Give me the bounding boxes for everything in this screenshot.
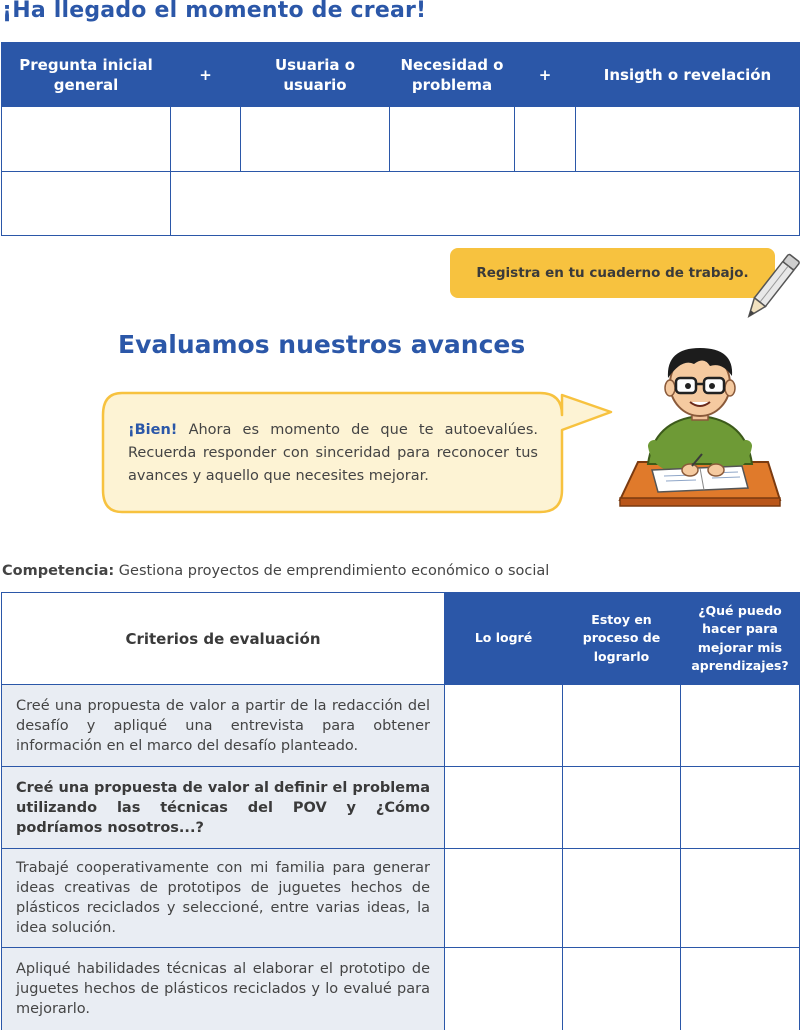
eval-header-in-progress: Estoy en proceso de lograrlo [563, 593, 681, 685]
improve-cell[interactable] [681, 849, 800, 948]
pov-table [1, 42, 800, 236]
in-progress-cell[interactable] [563, 767, 681, 849]
in-progress-cell[interactable] [563, 849, 681, 948]
register-note: Registra en tu cuaderno de trabajo. [450, 248, 775, 298]
criterion-text: Apliqué habilidades técnicas al elaborar el prototipo de juguetes hechos de plásticos reciclados y lo evalué para mejorarlo. [2, 948, 445, 1030]
achieved-cell[interactable] [445, 948, 563, 1030]
pencil-icon [738, 248, 800, 328]
pov-header-insight: Insigth o revelación [576, 43, 800, 107]
eval-header-criteria: Criterios de evaluación [2, 593, 445, 685]
section-title: Evaluamos nuestros avances [118, 330, 526, 359]
competency-line [2, 563, 549, 579]
pov-cell[interactable] [390, 107, 515, 172]
pov-cell[interactable] [2, 172, 171, 236]
eval-header-achieved: Lo logré [445, 593, 563, 685]
pov-header-plus: + [171, 43, 241, 107]
improve-cell[interactable] [681, 767, 800, 849]
achieved-cell[interactable] [445, 767, 563, 849]
in-progress-cell[interactable] [563, 948, 681, 1030]
page-title: ¡Ha llegado el momento de crear! [2, 0, 427, 23]
competency-text: Gestiona proyectos de emprendimiento económico o social [114, 563, 550, 579]
pov-cell[interactable] [515, 107, 576, 172]
speech-lead: ¡Bien! [128, 422, 178, 438]
achieved-cell[interactable] [445, 685, 563, 767]
pov-cell[interactable] [576, 107, 800, 172]
improve-cell[interactable] [681, 948, 800, 1030]
achieved-cell[interactable] [445, 849, 563, 948]
pov-cell[interactable] [171, 107, 241, 172]
pov-header-need: Necesidad o problema [390, 43, 515, 107]
pov-cell[interactable] [2, 107, 171, 172]
criterion-text: Trabajé cooperativamente con mi familia para generar ideas creativas de prototipos de juguetes hechos de plásticos reciclados y seleccioné, entre varias ideas, la idea solución. [2, 849, 445, 948]
criterion-text: Creé una propuesta de valor a partir de la redacción del desafío y apliqué una entrevista para obtener información en el marco del desafío planteado. [2, 685, 445, 767]
in-progress-cell[interactable] [563, 685, 681, 767]
pov-header-plus: + [515, 43, 576, 107]
pov-header-question: Pregunta inicial general [2, 43, 171, 107]
improve-cell[interactable] [681, 685, 800, 767]
eval-header-improve: ¿Qué puedo hacer para mejorar mis aprendizajes? [681, 593, 800, 685]
speech-body: Ahora es momento de que te autoevalúes. Recuerda responder con sinceridad para reconocer tus avances y aquello que necesites mejorar. [128, 422, 538, 484]
competency-label: Competencia: [2, 563, 115, 579]
pov-cell-wide[interactable] [171, 172, 800, 236]
criterion-text: Creé una propuesta de valor al definir el problema utilizando las técnicas del POV y ¿Cómo podríamos nosotros...? [2, 767, 445, 849]
student-illustration [618, 342, 782, 510]
speech-text [128, 419, 538, 488]
pov-header-user: Usuaria o usuario [241, 43, 390, 107]
evaluation-table [1, 592, 800, 1030]
pov-cell[interactable] [241, 107, 390, 172]
